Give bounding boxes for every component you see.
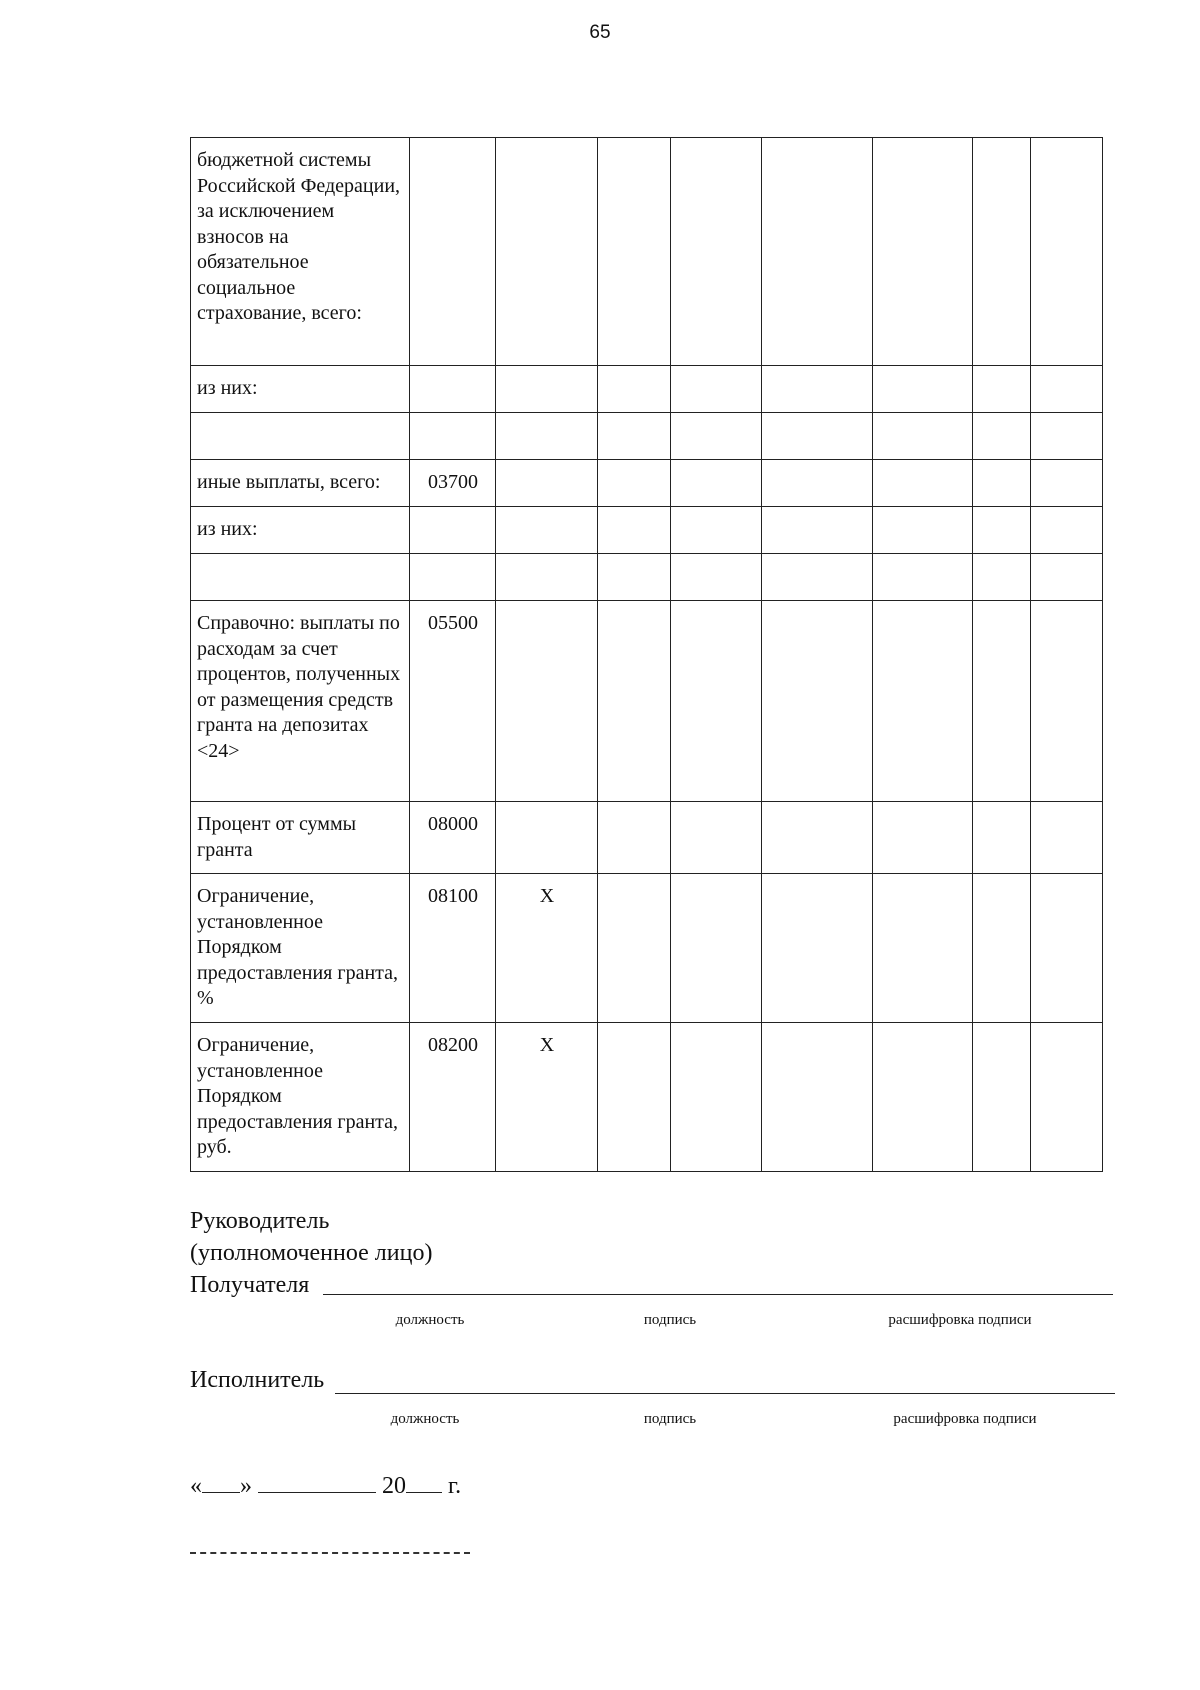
empty-cell [873,460,973,507]
empty-cell [762,1023,873,1172]
signature-head-line3: Получателя [190,1272,310,1298]
empty-cell [973,1023,1031,1172]
empty-cell [762,460,873,507]
caption-position-1: должность [395,1312,465,1328]
empty-cell [671,601,762,802]
table-row [191,413,1103,460]
empty-cell [1031,138,1103,366]
empty-cell [762,507,873,554]
empty-cell [1031,554,1103,601]
empty-cell [671,1023,762,1172]
caption-signature-2: подпись [643,1411,697,1427]
row-code-cell [410,554,496,601]
empty-cell [973,874,1031,1023]
row-label-cell [191,554,410,601]
empty-cell [762,138,873,366]
row-value-cell [496,413,598,460]
caption-position-2: должность [390,1411,460,1427]
empty-cell [873,366,973,413]
empty-cell [973,554,1031,601]
empty-cell [598,413,671,460]
empty-cell [598,874,671,1023]
row-label-cell: Ограничение, установленное Порядком предоставления гранта, руб. [191,1023,410,1172]
table-row [191,1023,1103,1172]
empty-cell [1031,460,1103,507]
row-label-cell: бюджетной системы Российской Федерации, за исключением взносов на обязательное социальное страхование, всего: [191,138,410,366]
row-label-cell: иные выплаты, всего: [191,460,410,507]
empty-cell [973,802,1031,874]
signature-head-line[interactable] [323,1294,1113,1295]
row-code-cell: 08200 [410,1023,496,1172]
row-label-cell [191,413,410,460]
empty-cell [762,366,873,413]
date-month-field[interactable] [258,1470,376,1493]
caption-signature-1: подпись [643,1312,697,1328]
row-code-cell [410,413,496,460]
report-table [190,137,1103,1172]
empty-cell [1031,366,1103,413]
empty-cell [873,413,973,460]
row-label-cell: Процент от суммы гранта [191,802,410,874]
table-row [191,874,1103,1023]
row-value-cell [496,460,598,507]
empty-cell [1031,802,1103,874]
footnote-separator [190,1552,470,1554]
executor-label: Исполнитель [190,1367,325,1393]
empty-cell [1031,1023,1103,1172]
row-code-cell: 05500 [410,601,496,802]
row-label-cell: Ограничение, установленное Порядком предоставления гранта, % [191,874,410,1023]
date-row [190,1470,461,1500]
date-year-prefix: 20 [382,1473,406,1499]
empty-cell [973,138,1031,366]
date-open-quote: « [190,1473,202,1499]
signature-head-line1: Руководитель [190,1208,330,1234]
empty-cell [873,1023,973,1172]
empty-cell [598,1023,671,1172]
empty-cell [598,802,671,874]
page-number: 65 [589,22,611,43]
executor-line[interactable] [335,1393,1115,1394]
empty-cell [973,413,1031,460]
empty-cell [873,138,973,366]
empty-cell [671,138,762,366]
empty-cell [973,366,1031,413]
empty-cell [873,507,973,554]
row-code-cell: 08000 [410,802,496,874]
table-row [191,507,1103,554]
caption-decode-2: расшифровка подписи [893,1411,1037,1427]
table-row [191,802,1103,874]
empty-cell [598,366,671,413]
row-code-cell [410,507,496,554]
row-value-cell [496,138,598,366]
empty-cell [1031,874,1103,1023]
empty-cell [873,802,973,874]
empty-cell [598,460,671,507]
row-value-cell [496,366,598,413]
row-value-cell: X [496,1023,598,1172]
empty-cell [973,507,1031,554]
table-row [191,601,1103,802]
empty-cell [598,138,671,366]
row-value-cell [496,601,598,802]
empty-cell [671,366,762,413]
date-day-field[interactable] [202,1470,240,1493]
row-value-cell: X [496,874,598,1023]
empty-cell [762,601,873,802]
row-label-cell: Справочно: выплаты по расходам за счет процентов, полученных от размещения средств гранта на депозитах <24> [191,601,410,802]
table-row [191,138,1103,366]
empty-cell [598,507,671,554]
row-code-cell [410,366,496,413]
row-value-cell [496,554,598,601]
row-code-cell [410,138,496,366]
caption-decode-1: расшифровка подписи [888,1312,1032,1328]
date-close-quote: » [240,1473,252,1499]
empty-cell [973,601,1031,802]
row-label-cell: из них: [191,507,410,554]
table-row [191,554,1103,601]
empty-cell [1031,601,1103,802]
empty-cell [598,601,671,802]
empty-cell [671,507,762,554]
empty-cell [762,554,873,601]
table-row [191,460,1103,507]
empty-cell [762,413,873,460]
empty-cell [973,460,1031,507]
empty-cell [671,460,762,507]
empty-cell [671,802,762,874]
empty-cell [671,874,762,1023]
row-value-cell [496,507,598,554]
row-code-cell: 08100 [410,874,496,1023]
signature-head-line2: (уполномоченное лицо) [190,1240,433,1266]
empty-cell [671,554,762,601]
empty-cell [873,874,973,1023]
empty-cell [762,874,873,1023]
date-year-suffix: г. [448,1473,462,1499]
empty-cell [762,802,873,874]
signature-head-label [190,1205,432,1301]
empty-cell [1031,507,1103,554]
row-code-cell: 03700 [410,460,496,507]
empty-cell [873,601,973,802]
empty-cell [1031,413,1103,460]
empty-cell [873,554,973,601]
empty-cell [671,413,762,460]
date-year-field[interactable] [406,1470,442,1493]
empty-cell [598,554,671,601]
row-label-cell: из них: [191,366,410,413]
row-value-cell [496,802,598,874]
table-row [191,366,1103,413]
